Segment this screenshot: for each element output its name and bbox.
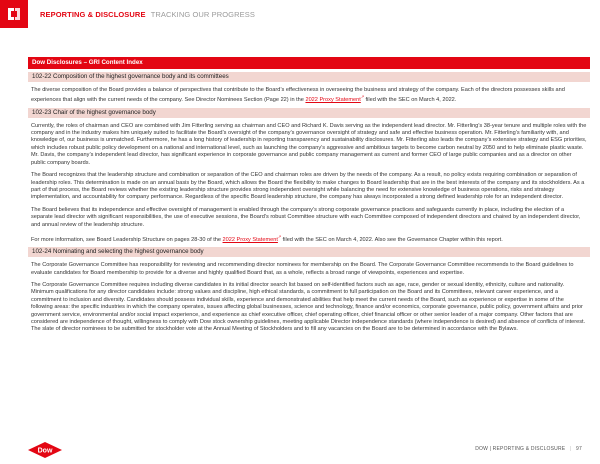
section-heading: 102-23 Chair of the highest governance body — [28, 108, 590, 118]
body-paragraph — [31, 234, 587, 244]
page-footer — [475, 446, 582, 452]
dow-bracket-icon — [6, 6, 22, 22]
paragraph-text: The diverse composition of the Board provides a balance of perspectives that contribute to the Board’s effectiveness in overseeing the business and strategy of the company. Each of the directors possesses skills and experiences that align with the current needs of the company. See Director Nominees Section (Page 22) in the — [31, 87, 565, 104]
paragraph-text: The Corporate Governance Committee requires including diverse candidates in its initial director search list based on self-identified factors such as age, race, gender or sexual identity, ethnicity, culture and nationality. Minimum qualifications for any director candidates include: strong values and discipline, high ethical standards, a commitment to full participation on the Board and its Committees, relevant career experience, and a commitment to inclusion and diversity. Candidates should possess individual skills, experience and demonstrated abilities that help meet the current needs of the Board, such as experience or expertise in some of the following areas: the specific industries in which the company operates, issues affecting global businesses, science and technology, finance and/or economics, corporate governance, public policy, government affairs and prior government service, environmental and/or social impact experience, and experience as chief executive officer, chief operating officer, chief financial officer or other senior leader of a major company. Other factors that are considered are independence of thought, willingness to comply with Dow stock ownership guidelines, meeting applicable Director independence standards (where independence is desired) and absence of conflicts of interest. The slate of director nominees to be submitted for stockholder vote at the Annual Meeting of Stockholders and to fill any vacancies on the Board are to be determined in accordance with the Bylaws. — [31, 282, 586, 333]
body-paragraph — [31, 87, 587, 105]
page-number: 97 — [576, 446, 582, 452]
header-subsection: TRACKING OUR PROGRESS — [150, 10, 255, 19]
dow-corner-logo — [0, 0, 28, 28]
body-paragraph — [31, 262, 587, 277]
header-section: REPORTING & DISCLOSURE — [40, 10, 146, 19]
body-paragraph — [31, 207, 587, 229]
body-paragraph — [31, 282, 587, 334]
section-heading: 102-24 Nominating and selecting the highest governance body — [28, 247, 590, 257]
page-header — [40, 10, 255, 19]
external-link-icon[interactable]: ↗ — [360, 95, 364, 100]
body-paragraph — [31, 172, 587, 202]
footer-logo-text: Dow — [37, 447, 53, 455]
proxy-statement-link[interactable]: 2022 Proxy Statement — [305, 97, 361, 104]
panel-title: Dow Disclosures – GRI Content Index — [28, 57, 590, 69]
dow-diamond-logo — [27, 441, 63, 459]
external-link-icon[interactable]: ↗ — [277, 234, 282, 239]
footer-logo — [27, 441, 63, 464]
paragraph-text: filed with the SEC on March 4, 2022. — [364, 97, 457, 104]
sections-container — [28, 72, 590, 334]
paragraph-text: Currently, the roles of chairman and CEO are combined with Jim Fitterling serving as chairman and CEO and Richard K. Davis serving as the independent lead director. Mr. Fitterling’s 38-year tenure and multiple roles with the company and in the industry makes him uniquely suited to facilitate the Board’s oversight of the company’s governance oversight of strategy and safe and effective business operation. Mr. Fitterling’s familiarity with, and knowledge of, our business is unmatched. Furthermore, he has a long history of leadership in reporting transparency and sustainability disclosures. Mr. Fitterling also leads the company’s extensive strategy and ESG priorities, which includes robust public policy development on a national and international level, such as launching the company’s aggressive and ambitious targets to become carbon neutral by 2050 and to help eliminate plastic waste. Mr. Davis, the company’s independent lead director, has significant experience in corporate governance and public company management as current and former CEO of large public companies and as a director on other public company boards. — [31, 122, 587, 166]
body-paragraph — [31, 123, 587, 167]
paragraph-text: filed with the SEC on March 4, 2022. Also see the Governance Chapter within this report. — [281, 236, 503, 243]
section-heading: 102-22 Composition of the highest governance body and its committees — [28, 72, 590, 82]
footer-divider: | — [569, 446, 572, 452]
paragraph-text: The Board believes that its independence and effective oversight of management is enabled through the company’s strong corporate governance practices and safeguards currently in place, including the election of a separate lead director with significant responsibilities, the use of executive sessions, the Board’s robust Committee structure with each Committee composed of independent directors and chaired by an independent director, and annual review of the leadership structure. — [31, 206, 581, 228]
paragraph-text: For more information, see Board Leadership Structure on pages 28-30 of the — [31, 236, 223, 243]
paragraph-text: The Corporate Governance Committee has responsibility for reviewing and recommending director nominees for membership on the Board. The Corporate Governance Committee recommends to the Board guidelines to evaluate candidates for Board membership to provide for a diverse and highly qualified Board that, as a whole, reflects a broad range of viewpoints, experiences and expertise. — [31, 262, 574, 276]
footer-section: DOW | REPORTING & DISCLOSURE — [475, 446, 566, 452]
paragraph-text: The Board recognizes that the leadership structure and combination or separation of the CEO and chairman roles are driven by the needs of the company. As a result, no policy exists requiring combination or separation of leadership roles. This determination is made on an annual basis by the Board, which allows the Board the flexibility to make changes to Board leadership that are in the best interests of the company and its stockholders. As a part of that process, the Board reviews whether the existing leadership structure provides strong independent oversight while balancing the need for extensive knowledge of business operations, risks and strategy implementation, and accountability for company performance. Regardless of the specific Board leadership structure, the company has always incorporated a strong defined leadership role for an independent director. — [31, 172, 585, 201]
content-panel — [28, 57, 590, 334]
proxy-statement-link[interactable]: 2022 Proxy Statement — [222, 236, 278, 243]
